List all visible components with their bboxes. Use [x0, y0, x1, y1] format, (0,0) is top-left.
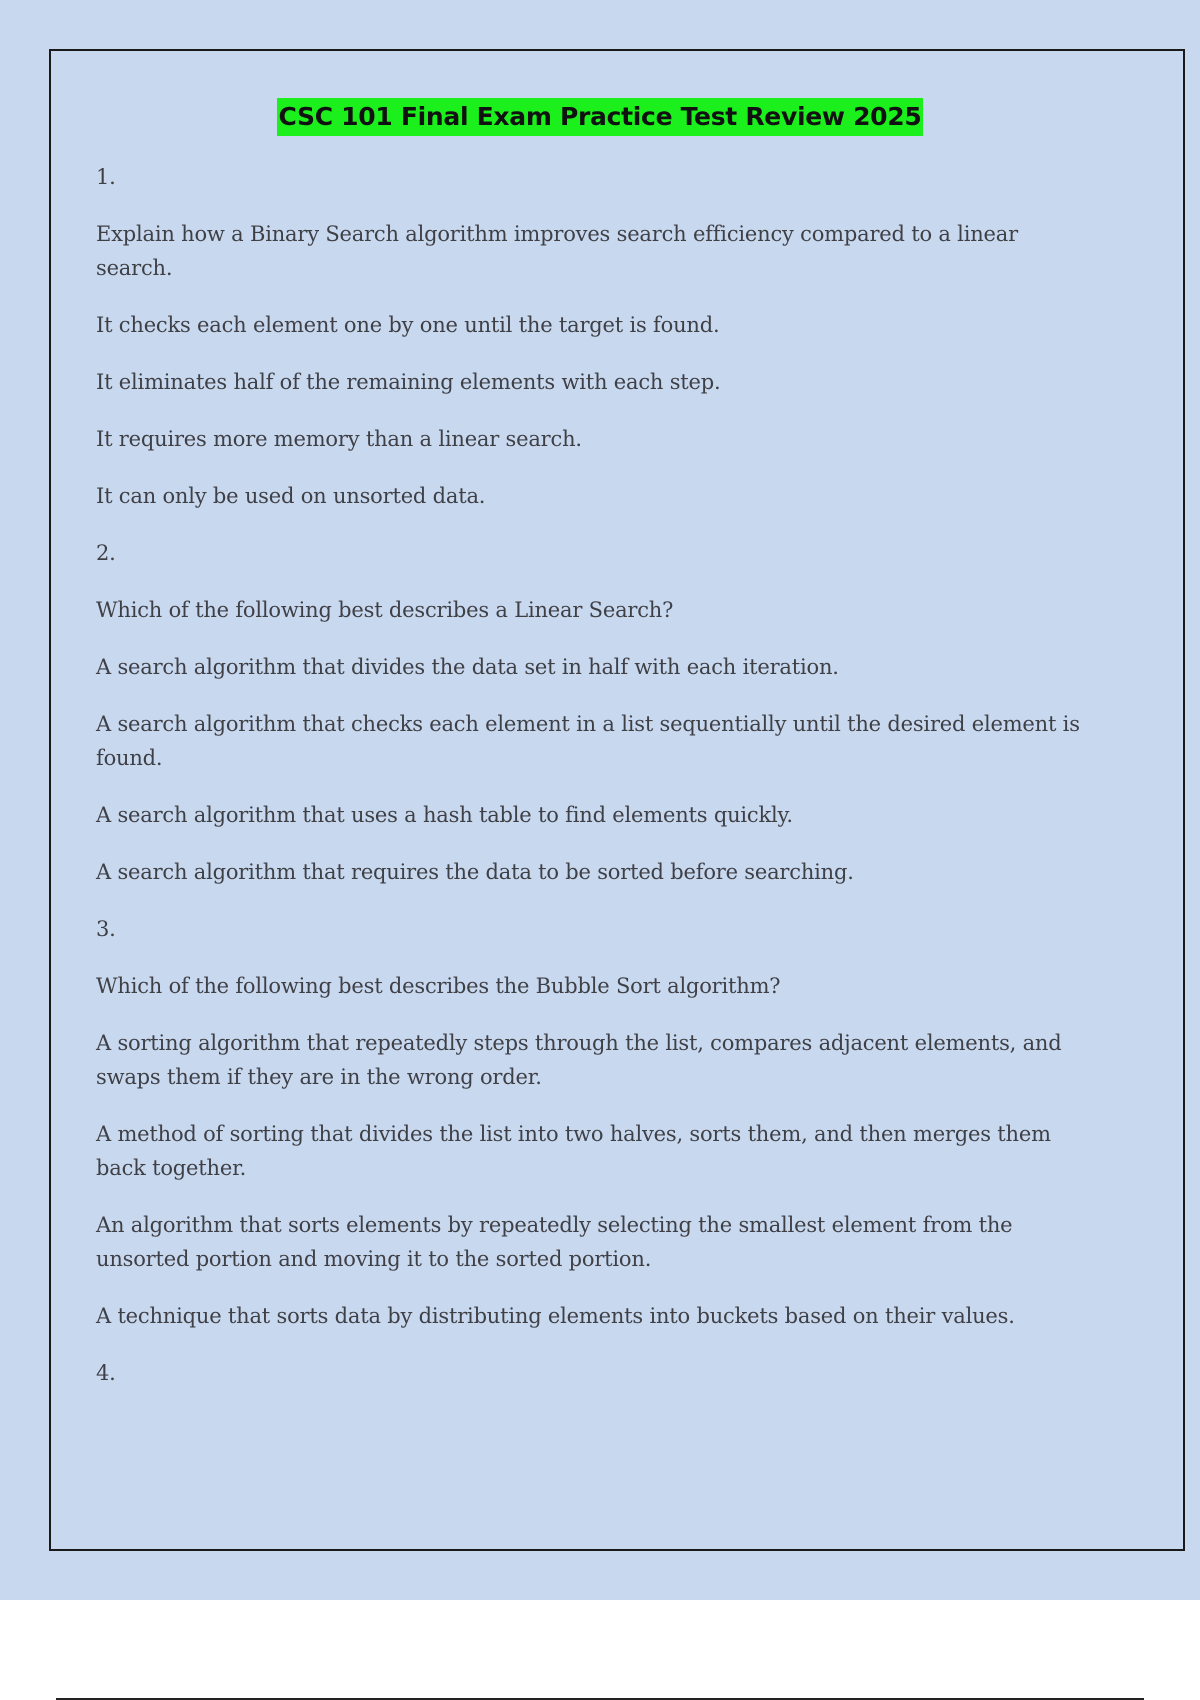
answer-option: It can only be used on unsorted data.: [96, 484, 486, 508]
answer-option: It eliminates half of the remaining elements with each step.: [96, 370, 721, 394]
question-number: 4.: [96, 1361, 116, 1385]
question-number: 1.: [96, 165, 116, 189]
answer-option: A search algorithm that uses a hash table to find elements quickly.: [96, 803, 793, 827]
answer-option: A technique that sorts data by distributing elements into buckets based on their values.: [96, 1304, 1015, 1328]
answer-option: A sorting algorithm that repeatedly steps through the list, compares adjacent elements, and swaps them if they are in the wrong order.: [96, 1031, 1062, 1089]
title-container: [0, 98, 1200, 136]
answer-option: A search algorithm that divides the data set in half with each iteration.: [96, 655, 839, 679]
question-text: Which of the following best describes the Bubble Sort algorithm?: [96, 974, 781, 998]
question-text: Which of the following best describes a Linear Search?: [96, 598, 674, 622]
document-title: CSC 101 Final Exam Practice Test Review 2025: [277, 98, 924, 136]
answer-option: A method of sorting that divides the list into two halves, sorts them, and then merges them back together.: [96, 1122, 1051, 1180]
answer-option: An algorithm that sorts elements by repeatedly selecting the smallest element from the unsorted portion and moving it to the sorted portion.: [96, 1213, 1013, 1271]
answer-option: A search algorithm that checks each element in a list sequentially until the desired element is found.: [96, 712, 1080, 770]
question-number: 3.: [96, 917, 116, 941]
answer-option: It requires more memory than a linear search.: [96, 427, 582, 451]
answer-option: It checks each element one by one until the target is found.: [96, 313, 720, 337]
question-text: Explain how a Binary Search algorithm improves search efficiency compared to a linear search.: [96, 222, 1018, 280]
question-number: 2.: [96, 541, 116, 565]
document-body: [96, 160, 1086, 1413]
answer-option: A search algorithm that requires the data to be sorted before searching.: [96, 860, 854, 884]
